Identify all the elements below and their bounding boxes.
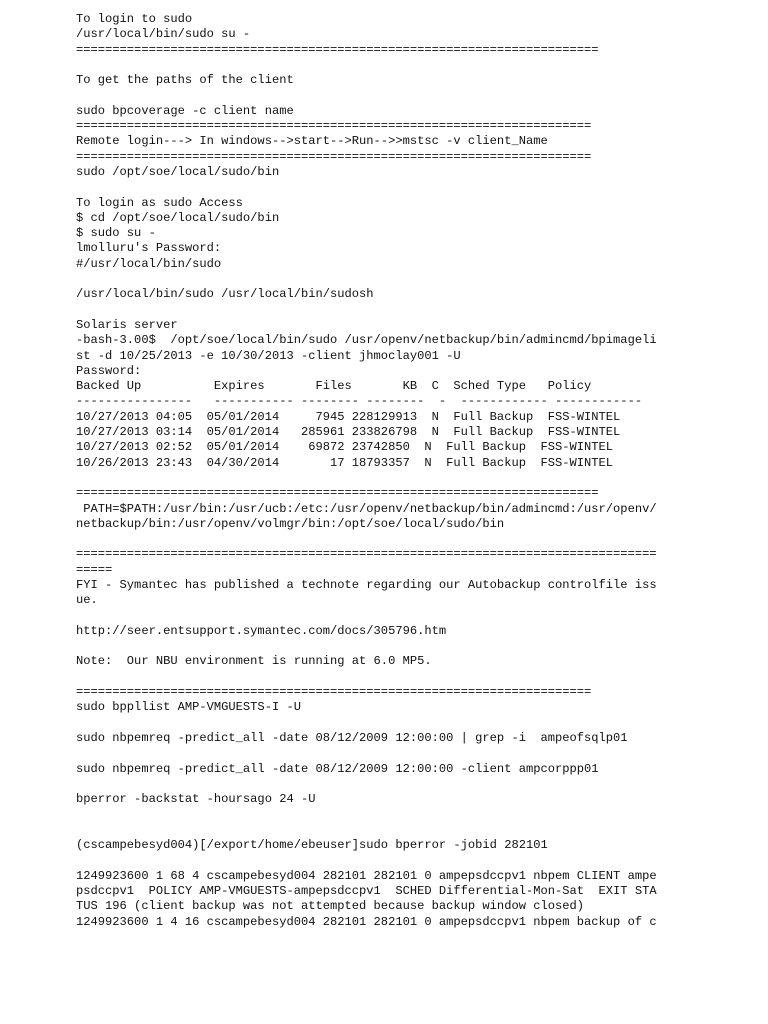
text-line: Remote login---> In windows-->start-->Run-->>mstsc -v client_Name [76, 134, 548, 149]
text-line: 10/26/2013 23:43 04/30/2014 17 18793357 N Full Backup FSS-WINTEL [76, 455, 614, 470]
text-line: PATH=$PATH:/usr/bin:/usr/ucb:/etc:/usr/openv/netbackup/bin/admincmd:/usr/openv/ [76, 501, 657, 516]
text-line: ======================================================================= [76, 119, 592, 134]
text-line: sudo nbpemreq -predict_all -date 08/12/2009 12:00:00 | grep -i ampeofsqlp01 [76, 730, 628, 745]
text-line: ======================================================================== [76, 486, 599, 501]
text-line [76, 670, 756, 685]
text-line: 1249923600 1 68 4 cscampebesyd004 282101 282101 0 ampepsdccpv1 nbpem CLIENT ampe [76, 868, 657, 883]
text-line: netbackup/bin:/usr/openv/volmgr/bin:/opt/soe/local/sudo/bin [76, 516, 505, 531]
text-line [76, 272, 756, 287]
text-line: Note: Our NBU environment is running at 6.0 MP5. [76, 654, 432, 669]
text-line: ======================================================================= [76, 685, 592, 700]
document-text [76, 12, 756, 930]
text-line: Solaris server [76, 317, 178, 332]
text-line [76, 58, 756, 73]
text-line: To login as sudo Access [76, 195, 243, 210]
text-line: To get the paths of the client [76, 73, 294, 88]
text-line [76, 639, 756, 654]
text-line [76, 303, 756, 318]
text-line: $ cd /opt/soe/local/sudo/bin [76, 210, 280, 225]
text-line [76, 823, 756, 838]
text-line [76, 609, 756, 624]
text-line: (cscampebesyd004)[/export/home/ebeuser]sudo bperror -jobid 282101 [76, 838, 548, 853]
text-line: FYI - Symantec has published a technote regarding our Autobackup controlfile iss [76, 577, 657, 592]
text-line: psdccpv1 POLICY AMP-VMGUESTS-ampepsdccpv1 SCHED Differential-Mon-Sat EXIT STA [76, 883, 657, 898]
text-line: ===== [76, 562, 113, 577]
text-line: 10/27/2013 02:52 05/01/2014 69872 23742850 N Full Backup FSS-WINTEL [76, 440, 614, 455]
text-line: Backed Up Expires Files KB C Sched Type Policy [76, 379, 592, 394]
text-line [76, 180, 756, 195]
text-line: sudo nbpemreq -predict_all -date 08/12/2009 12:00:00 -client ampcorppp01 [76, 761, 599, 776]
text-line: ======================================================================== [76, 42, 599, 57]
text-line: sudo bpcoverage -c client name [76, 103, 294, 118]
text-line: -bash-3.00$ /opt/soe/local/bin/sudo /usr/openv/netbackup/bin/admincmd/bpimageli [76, 333, 657, 348]
text-line: $ sudo su - [76, 226, 156, 241]
text-line: #/usr/local/bin/sudo [76, 256, 222, 271]
text-line: http://seer.entsupport.symantec.com/docs/305796.htm [76, 623, 447, 638]
text-line [76, 88, 756, 103]
text-line: bperror -backstat -hoursago 24 -U [76, 792, 316, 807]
text-line: ======================================================================= [76, 149, 592, 164]
text-line [76, 532, 756, 547]
text-line: ================================================================================ [76, 547, 657, 562]
text-line: lmolluru's Password: [76, 241, 222, 256]
text-line: 10/27/2013 04:05 05/01/2014 7945 228129913 N Full Backup FSS-WINTEL [76, 409, 621, 424]
text-line [76, 716, 756, 731]
text-line: TUS 196 (client backup was not attempted because backup window closed) [76, 899, 585, 914]
text-line: /usr/local/bin/sudo su - [76, 27, 251, 42]
text-line: To login to sudo [76, 12, 193, 26]
text-line [76, 853, 756, 868]
text-line [76, 471, 756, 486]
text-line: Password: [76, 363, 142, 378]
text-line: ---------------- ----------- -------- -------- - ------------ ------------ [76, 394, 643, 409]
text-line [76, 777, 756, 792]
text-line: 1249923600 1 4 16 cscampebesyd004 282101 282101 0 ampepsdccpv1 nbpem backup of c [76, 914, 657, 929]
text-line: st -d 10/25/2013 -e 10/30/2013 -client jhmoclay001 -U [76, 348, 461, 363]
text-line: sudo bppllist AMP-VMGUESTS-I -U [76, 700, 301, 715]
text-line: sudo /opt/soe/local/sudo/bin [76, 164, 280, 179]
text-line: 10/27/2013 03:14 05/01/2014 285961 233826798 N Full Backup FSS-WINTEL [76, 425, 621, 440]
text-line [76, 746, 756, 761]
text-line: /usr/local/bin/sudo /usr/local/bin/sudosh [76, 287, 374, 302]
text-line [76, 807, 756, 822]
text-line: ue. [76, 593, 98, 608]
